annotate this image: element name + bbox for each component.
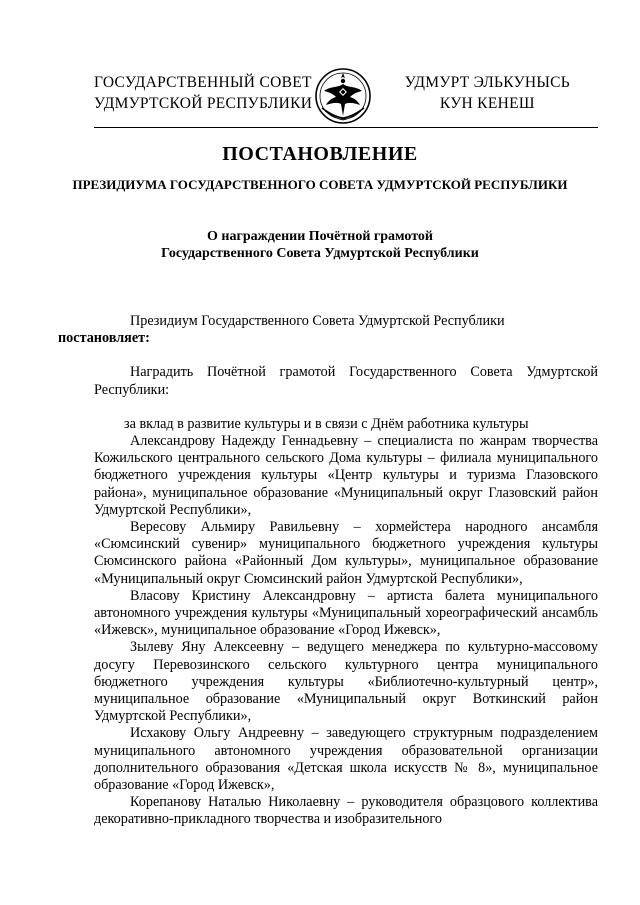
letterhead-right bbox=[405, 72, 570, 114]
document-subtitle: ПРЕЗИДИУМА ГОСУДАРСТВЕННОГО СОВЕТА УДМУРТСКОЙ РЕСПУБЛИКИ bbox=[72, 177, 568, 192]
awardee-item: Исхакову Ольгу Андреевну – заведующего структурным подразделением муниципального автономного учреждения образовательной организации дополнительного образования «Детская школа искусств № 8», муниципальное образование «Город Ижевск», bbox=[94, 725, 598, 794]
preamble-text: Президиум Государственного Совета Удмуртской Республики bbox=[130, 313, 505, 329]
award-paragraph: Наградить Почётной грамотой Государственного Совета Удмуртской Республики: bbox=[94, 364, 598, 398]
letterhead-left bbox=[94, 72, 312, 114]
document-title: ПОСТАНОВЛЕНИЕ bbox=[222, 143, 418, 165]
udmurt-coat-of-arms-icon bbox=[314, 64, 372, 128]
letterhead bbox=[94, 72, 598, 130]
awardee-item: Александрову Надежду Геннадьевну – специалиста по жанрам творчества Кожильского центрального сельского Дома культуры – филиала муниципального бюджетного учреждения культуры «Центр культуры и туризма Глазовского района», муниципальное образование «Муниципальный округ Глазовский район Удмуртской Республики», bbox=[94, 433, 598, 518]
letterhead-left-line2: УДМУРТСКОЙ РЕСПУБЛИКИ bbox=[94, 95, 313, 112]
preamble-paragraph bbox=[58, 313, 598, 347]
letterhead-right-line1: УДМУРТ ЭЛЬКУНЫСЬ bbox=[404, 74, 570, 91]
award-reason: за вклад в развитие культуры и в связи с Днём работника культуры bbox=[124, 415, 529, 432]
document-heading bbox=[0, 228, 640, 262]
preamble-decree-word: постановляет: bbox=[58, 330, 150, 347]
awardee-item: Корепанову Наталью Николаевну – руководителя образцового коллектива декоративно-прикладного творчества и изобразительного bbox=[94, 794, 598, 828]
letterhead-left-line1: ГОСУДАРСТВЕННЫЙ СОВЕТ bbox=[94, 74, 312, 91]
document-heading-line1: О награждении Почётной грамотой bbox=[207, 229, 433, 244]
letterhead-right-line2: КУН КЕНЕШ bbox=[439, 95, 535, 112]
header-divider bbox=[94, 127, 598, 128]
document-body bbox=[58, 313, 598, 829]
awardee-item: Вересову Альмиру Равильевну – хормейстера народного ансамбля «Сюмсинский сувенир» муниципального бюджетного учреждения культуры Сюмсинского района «Районный Дом культуры», муниципальное образование «Муниципальный округ Сюмсинский район Удмуртской Республики», bbox=[94, 519, 598, 587]
awardee-item: Власову Кристину Александровну – артиста балета муниципального автономного учреждения культуры «Муниципальный хореографический ансамбль «Ижевск», муниципальное образование «Город Ижевск», bbox=[94, 587, 598, 639]
awardee-item: Зылеву Яну Алексеевну – ведущего менеджера по культурно-массовому досугу Перевозинского сельского культурного центра муниципального бюджетного учреждения культуры «Библиотечно-культурный центр», муниципальное образование «Муниципальный округ Воткинский район Удмуртской Республики», bbox=[94, 639, 598, 725]
document-heading-line2: Государственного Совета Удмуртской Республики bbox=[161, 246, 479, 261]
